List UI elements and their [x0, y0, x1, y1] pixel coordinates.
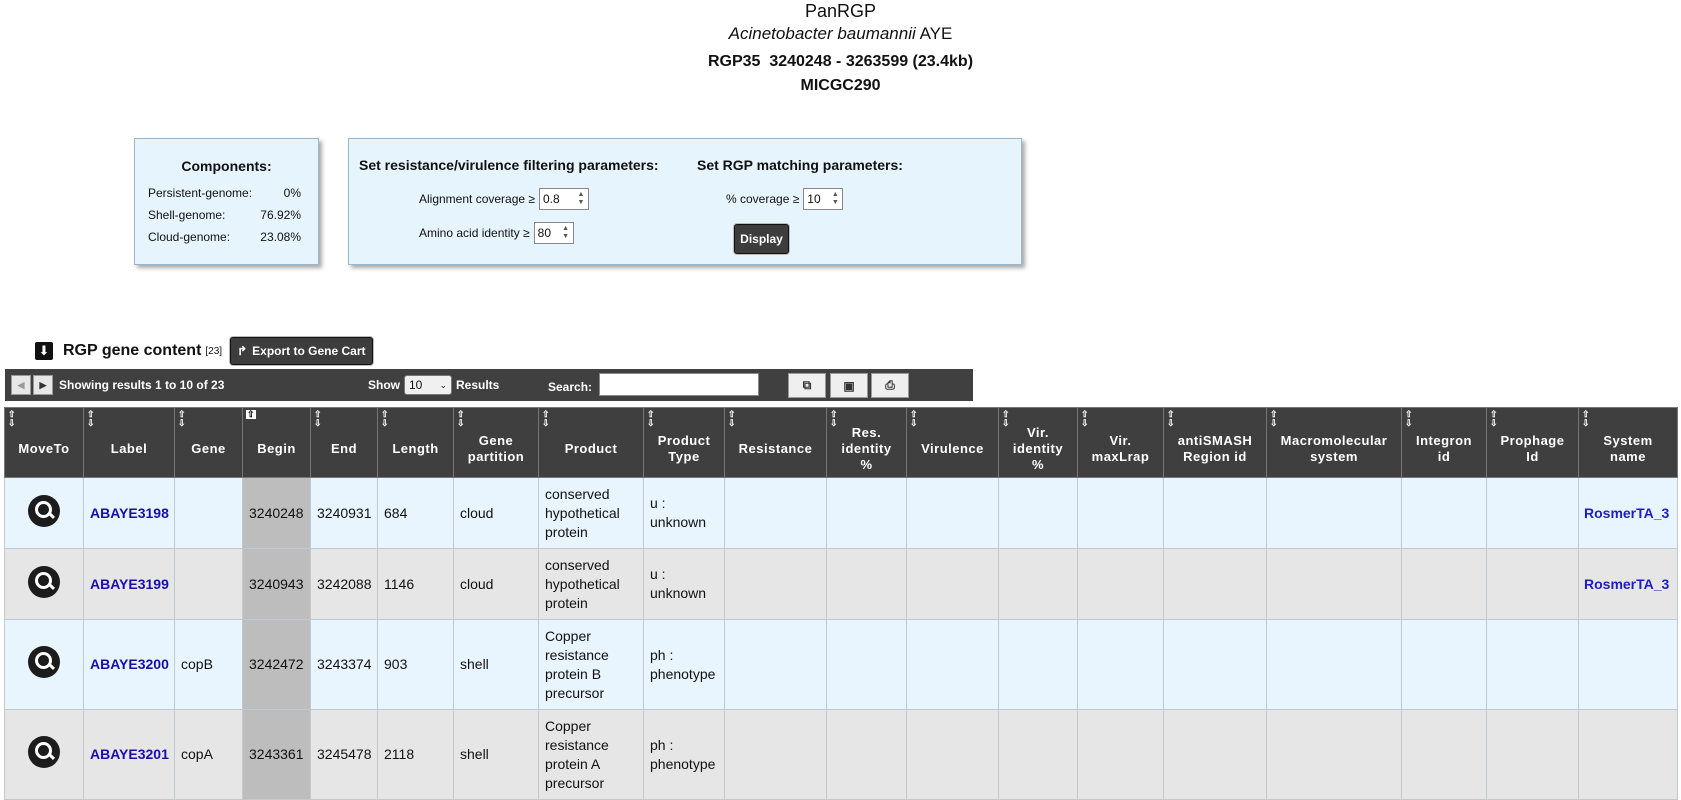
product-text: conserved [545, 485, 610, 502]
product-type-cell [644, 620, 725, 710]
empty-cell [999, 478, 1078, 549]
magnifier-icon[interactable] [28, 566, 60, 598]
sort-ascending-icon[interactable]: ⇧ [247, 409, 256, 419]
sort-icon[interactable]: ⇧ ⇩ [87, 409, 96, 428]
empty-cell [725, 478, 827, 549]
section-count: [23] [205, 345, 223, 357]
partition-cell: shell [454, 710, 539, 800]
gene-label-link[interactable]: ABAYE3200 [90, 656, 169, 672]
column-header-label: Product [657, 432, 711, 448]
length-cell: 903 [378, 620, 454, 710]
end-cell: 3245478 [311, 710, 378, 800]
move-to-cell [5, 478, 84, 549]
column-header[interactable] [378, 408, 454, 478]
spinner-icon[interactable]: ▲ ▼ [831, 191, 839, 206]
system-name-link[interactable]: RosmerTA_3 [1584, 504, 1670, 521]
empty-cell [1487, 620, 1579, 710]
empty-cell [1078, 620, 1164, 710]
empty-cell [907, 478, 999, 549]
empty-cell [1164, 549, 1267, 620]
column-header[interactable] [1164, 408, 1267, 478]
product-type-cell [644, 478, 725, 549]
sort-icon[interactable]: ⇧ ⇩ [1167, 409, 1176, 428]
end-cell: 3242088 [311, 549, 378, 620]
column-header-label: Begin [257, 440, 296, 456]
sort-icon[interactable]: ⇧ ⇩ [728, 409, 737, 428]
copy-icon: ⧉ [802, 378, 812, 392]
component-value: 0% [283, 186, 301, 200]
empty-cell [1267, 549, 1402, 620]
rgp-location: RGP35 3240248 - 3263599 (23.4kb) [707, 53, 974, 70]
system-name-cell [1579, 549, 1678, 620]
spinner-icon[interactable]: ▲ ▼ [562, 225, 570, 240]
length-cell: 684 [378, 478, 454, 549]
column-header[interactable] [1402, 408, 1487, 478]
product-type-cell [644, 710, 725, 800]
column-header-label: Label [110, 440, 148, 456]
column-header-label: identity [1012, 440, 1064, 456]
component-label: Persistent-genome: [148, 186, 253, 200]
column-header-label: Gene [191, 440, 226, 456]
column-header[interactable] [84, 408, 175, 478]
organism-name [0, 24, 1681, 44]
column-header-label: % [1031, 456, 1045, 472]
table-row [5, 710, 1678, 800]
empty-cell [907, 620, 999, 710]
section-title: RGP gene content [63, 342, 202, 359]
sort-icon[interactable]: ⇧ ⇩ [457, 409, 466, 428]
product-type-cell [644, 549, 725, 620]
empty-cell [1078, 549, 1164, 620]
column-header[interactable] [725, 408, 827, 478]
export-gene-cart-button[interactable] [230, 337, 372, 365]
empty-cell [827, 478, 907, 549]
column-header-label: antiSMASH [1177, 432, 1253, 448]
empty-cell [999, 620, 1078, 710]
column-header-label: Id [1526, 448, 1539, 464]
save-icon: ▣ [843, 378, 855, 393]
move-to-cell [5, 620, 84, 710]
alignment-coverage-label: Alignment coverage ≥ [419, 192, 535, 206]
table-header-row [5, 408, 1678, 478]
column-header-label: name [1610, 448, 1646, 464]
sort-icon[interactable]: ⇧ ⇩ [910, 409, 919, 428]
system-name-cell [1579, 620, 1678, 710]
amino-acid-identity-label: Amino acid identity ≥ [419, 226, 530, 240]
partition-cell: cloud [454, 549, 539, 620]
column-header[interactable] [243, 408, 311, 478]
table-row [5, 620, 1678, 710]
print-icon: ⎙ [885, 378, 895, 392]
empty-cell [1487, 478, 1579, 549]
gene-label-link[interactable]: ABAYE3201 [90, 746, 169, 762]
column-header-label: Vir. [1026, 424, 1049, 440]
empty-cell [827, 549, 907, 620]
product-type-text: unknown [650, 585, 707, 601]
column-header-label: Length [392, 440, 439, 456]
page-size-select[interactable] [404, 375, 452, 395]
gene-cell [175, 549, 243, 620]
system-name-cell [1579, 710, 1678, 800]
product-text: protein [545, 594, 588, 611]
system-name-link[interactable]: RosmerTA_3 [1584, 575, 1670, 592]
column-header-label: Integron [1416, 432, 1472, 448]
sort-icon[interactable]: ⇧ ⇩ [1270, 409, 1279, 428]
empty-cell [1267, 710, 1402, 800]
product-type-text: unknown [650, 514, 707, 530]
empty-cell [827, 620, 907, 710]
product-type-text: phenotype [650, 755, 716, 772]
end-cell: 3243374 [311, 620, 378, 710]
product-text: protein A [545, 755, 601, 772]
end-cell: 3240931 [311, 478, 378, 549]
product-type-text: ph : [650, 646, 674, 663]
product-cell [539, 620, 644, 710]
empty-cell [999, 549, 1078, 620]
sort-icon[interactable]: ⇧ ⇩ [8, 409, 17, 428]
empty-cell [1402, 478, 1487, 549]
print-button[interactable] [871, 373, 909, 398]
column-header[interactable] [907, 408, 999, 478]
app-title: PanRGP [804, 1, 877, 21]
empty-cell [1078, 478, 1164, 549]
sort-icon[interactable]: ⇧ ⇩ [542, 409, 551, 428]
empty-cell [725, 710, 827, 800]
resistance-filter-title: Set resistance/virulence filtering parameters: [359, 157, 659, 173]
column-header[interactable] [5, 408, 84, 478]
product-type-text: ph : [650, 736, 674, 753]
column-header[interactable] [454, 408, 539, 478]
cluster-id: MICGC290 [800, 77, 881, 94]
length-cell: 1146 [378, 549, 454, 620]
label-cell [84, 710, 175, 800]
column-header[interactable] [999, 408, 1078, 478]
filter-parameters-box [348, 138, 1022, 265]
collapse-arrow-icon[interactable]: ⬇ [35, 342, 53, 360]
column-header-label: Vir. [1109, 432, 1132, 448]
rgp-matching-title: Set RGP matching parameters: [697, 157, 903, 173]
length-cell: 2118 [378, 710, 454, 800]
column-header-label: Gene [478, 432, 514, 448]
product-cell [539, 710, 644, 800]
alignment-coverage-value: 0.8 [542, 192, 560, 206]
move-to-cell [5, 710, 84, 800]
share-arrow-icon: ↱ [237, 344, 248, 358]
column-header-label: Type [668, 448, 700, 464]
results-info: Showing results 1 to 10 of 23 [59, 378, 225, 392]
coverage-value: 10 [807, 192, 821, 206]
sort-icon[interactable]: ⇧ ⇩ [1405, 409, 1414, 428]
product-text: conserved [545, 556, 610, 573]
save-button[interactable] [830, 373, 868, 398]
column-header-label: Product [564, 440, 618, 456]
empty-cell [725, 549, 827, 620]
amino-acid-identity-param [419, 222, 574, 244]
component-cloud [135, 226, 318, 248]
copy-button[interactable] [788, 373, 826, 398]
component-value: 76.92% [260, 208, 301, 222]
label-cell [84, 549, 175, 620]
column-header-label: maxLrap [1091, 448, 1150, 464]
label-cell [84, 478, 175, 549]
empty-cell [725, 620, 827, 710]
begin-cell: 3242472 [243, 620, 311, 710]
column-header[interactable] [539, 408, 644, 478]
partition-cell: cloud [454, 478, 539, 549]
product-type-text: phenotype [650, 665, 716, 682]
product-text: precursor [545, 774, 605, 791]
sort-icon[interactable]: ⇧ ⇩ [1582, 409, 1591, 428]
column-header[interactable] [1267, 408, 1402, 478]
product-text: resistance [545, 736, 609, 753]
product-text: precursor [545, 684, 605, 701]
magnifier-icon[interactable] [28, 495, 60, 527]
column-header-label: Resistance [738, 440, 813, 456]
product-cell [539, 478, 644, 549]
gene-cell: copA [175, 710, 243, 800]
column-header[interactable] [1078, 408, 1164, 478]
empty-cell [1164, 710, 1267, 800]
sort-icon[interactable]: ⇧ ⇩ [1081, 409, 1090, 428]
show-label: Show [368, 378, 400, 392]
empty-cell [907, 710, 999, 800]
empty-cell [1164, 478, 1267, 549]
column-header[interactable] [827, 408, 907, 478]
magnifier-icon[interactable] [28, 646, 60, 678]
search-label: Search: [548, 380, 593, 394]
sort-icon[interactable]: ⇧ ⇩ [647, 409, 656, 428]
chevron-down-icon: ⌄ [439, 379, 447, 390]
prev-page-button[interactable]: ◀ [11, 375, 31, 395]
column-header[interactable] [644, 408, 725, 478]
empty-cell [1267, 478, 1402, 549]
gene-cell [175, 478, 243, 549]
empty-cell [1487, 549, 1579, 620]
column-header-label: identity [841, 440, 892, 456]
empty-cell [1402, 710, 1487, 800]
product-cell [539, 549, 644, 620]
begin-cell: 3243361 [243, 710, 311, 800]
product-text: protein B [545, 665, 602, 682]
spinner-icon[interactable]: ▲ ▼ [577, 191, 585, 206]
label-cell [84, 620, 175, 710]
component-value: 23.08% [260, 230, 301, 244]
section-header [35, 338, 373, 364]
display-button[interactable]: Display [734, 224, 789, 254]
coverage-param [726, 188, 843, 210]
column-header-label: Res. [851, 424, 882, 440]
empty-cell [1078, 710, 1164, 800]
column-header-label: partition [467, 448, 525, 464]
empty-cell [1402, 620, 1487, 710]
results-label: Results [456, 378, 500, 392]
organism-strain: AYE [919, 24, 953, 43]
product-text: resistance [545, 646, 609, 663]
product-text: hypothetical [545, 575, 620, 592]
component-persistent [135, 182, 318, 204]
empty-cell [907, 549, 999, 620]
column-header-label: system [1310, 448, 1358, 464]
sort-icon[interactable]: ⇧ ⇩ [314, 409, 323, 428]
page-size-value: 10 [409, 378, 423, 392]
column-header-label: Virulence [921, 440, 984, 456]
product-type-text: u : [650, 495, 666, 511]
gene-table [4, 407, 1678, 800]
gene-label-link[interactable]: ABAYE3198 [90, 504, 169, 521]
next-page-button[interactable]: ▶ [33, 375, 53, 395]
column-header[interactable] [1487, 408, 1579, 478]
empty-cell [1164, 620, 1267, 710]
empty-cell [827, 710, 907, 800]
amino-acid-identity-value: 80 [537, 226, 551, 240]
sort-icon[interactable]: ⇧ ⇩ [830, 409, 839, 428]
column-header-label: Macromolecular [1280, 432, 1388, 448]
product-type-text: u : [650, 566, 666, 582]
column-header-label: MoveTo [18, 440, 70, 456]
column-header-label: System [1603, 432, 1653, 448]
product-text: Copper [545, 717, 591, 734]
sort-icon[interactable]: ⇧ ⇩ [1002, 409, 1011, 428]
begin-cell: 3240248 [243, 478, 311, 549]
gene-cell: copB [175, 620, 243, 710]
sort-icon[interactable]: ⇧ ⇩ [178, 409, 187, 428]
empty-cell [1487, 710, 1579, 800]
partition-cell: shell [454, 620, 539, 710]
components-title: Components: [181, 158, 272, 174]
alignment-coverage-param [419, 188, 589, 210]
move-to-cell [5, 549, 84, 620]
empty-cell [1267, 620, 1402, 710]
column-header[interactable] [311, 408, 378, 478]
components-box [134, 138, 319, 265]
magnifier-icon[interactable] [28, 736, 60, 768]
search-input[interactable] [599, 373, 759, 396]
column-header-label: id [1437, 448, 1451, 464]
amino-acid-identity-input[interactable] [534, 222, 574, 244]
sort-icon[interactable]: ⇧ ⇩ [1490, 409, 1499, 428]
product-text: Copper [545, 627, 591, 644]
column-header-label: % [860, 456, 873, 472]
table-toolbar [5, 369, 973, 401]
table-row [5, 549, 1678, 620]
coverage-input[interactable] [803, 188, 843, 210]
system-name-cell [1579, 478, 1678, 549]
empty-cell [1402, 549, 1487, 620]
component-shell [135, 204, 318, 226]
table-row [5, 478, 1678, 549]
column-header-label: Prophage [1500, 432, 1565, 448]
alignment-coverage-input[interactable] [539, 188, 589, 210]
empty-cell [999, 710, 1078, 800]
column-header-label: End [330, 440, 358, 456]
export-button-label: Export to Gene Cart [252, 344, 366, 358]
column-header[interactable] [175, 408, 243, 478]
organism-species: Acinetobacter baumannii [728, 24, 916, 43]
begin-cell: 3240943 [243, 549, 311, 620]
sort-icon[interactable]: ⇧ ⇩ [381, 409, 390, 428]
component-label: Cloud-genome: [148, 230, 231, 244]
product-text: hypothetical [545, 504, 620, 521]
column-header-label: Region id [1183, 448, 1247, 464]
page-size-control [368, 375, 499, 395]
component-label: Shell-genome: [148, 208, 226, 222]
gene-label-link[interactable]: ABAYE3199 [90, 575, 169, 592]
column-header[interactable] [1579, 408, 1678, 478]
coverage-label: % coverage ≥ [726, 192, 800, 206]
product-text: protein [545, 523, 588, 540]
